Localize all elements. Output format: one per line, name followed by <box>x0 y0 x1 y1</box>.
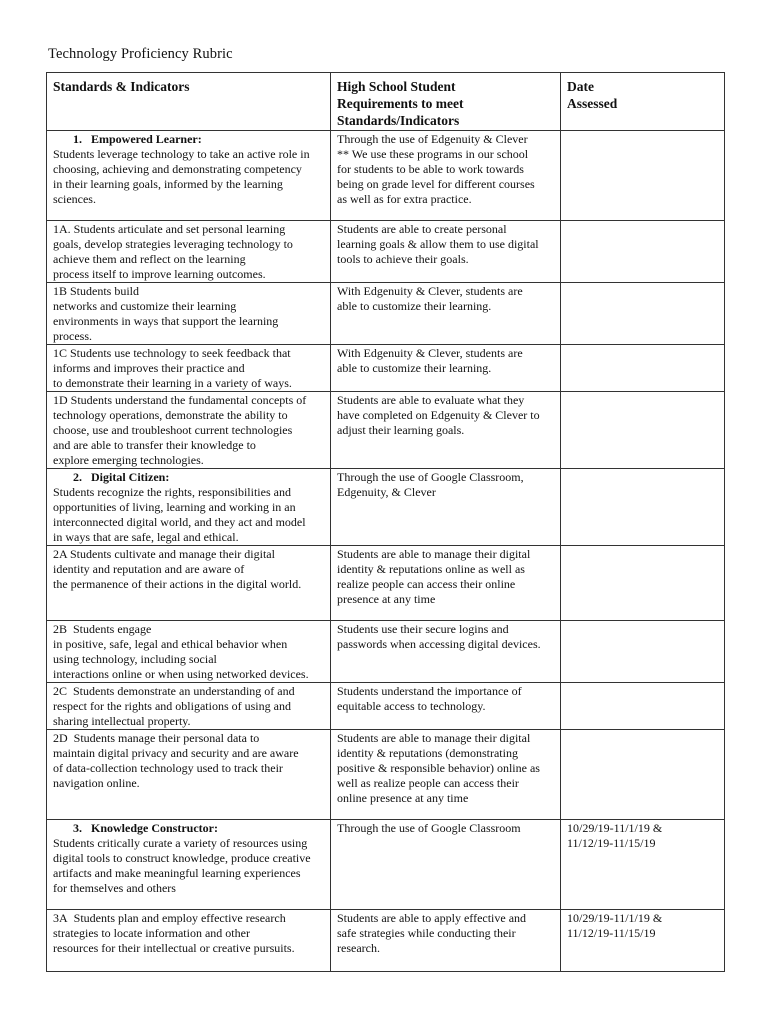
date-text-line: 11/12/19-11/15/19 <box>567 926 656 940</box>
standard-cell <box>47 345 331 392</box>
standard-text-line: using technology, including social <box>53 652 217 666</box>
date-assessed-cell <box>561 131 725 221</box>
standard-text-line: resources for their intellectual or creative pursuits. <box>53 941 295 955</box>
standard-cell <box>47 910 331 972</box>
header-standards-indicators <box>47 73 331 131</box>
standard-text-line: 2D Students manage their personal data to <box>53 731 260 745</box>
requirement-cell <box>331 345 561 392</box>
requirement-text-line: Through the use of Google Classroom <box>337 821 521 835</box>
date-assessed-cell <box>561 683 725 730</box>
standard-text-line: process. <box>53 329 92 343</box>
requirement-text-line: Students are able to evaluate what they <box>337 393 525 407</box>
header-line: High School Student <box>337 79 456 94</box>
standard-text-line: and are able to transfer their knowledge to <box>53 438 256 452</box>
header-student-requirements <box>331 73 561 131</box>
date-assessed-cell <box>561 820 725 910</box>
standard-text-line: 1B Students build <box>53 284 140 298</box>
document-title: Technology Proficiency Rubric <box>48 46 233 62</box>
standard-text-line: sciences. <box>53 192 96 206</box>
standard-text-line: identity and reputation and are aware of <box>53 562 245 576</box>
requirement-cell <box>331 546 561 621</box>
date-assessed-cell <box>561 345 725 392</box>
table-header-row <box>47 73 725 131</box>
requirement-cell <box>331 730 561 820</box>
table-row <box>47 345 725 392</box>
requirement-text-line: for students to be able to work towards <box>337 162 524 176</box>
standard-text-line: of data-collection technology used to track their <box>53 761 283 775</box>
requirement-text-line: presence at any time <box>337 592 436 606</box>
table-row <box>47 283 725 345</box>
standard-text-line: in their learning goals, informed by the learning <box>53 177 283 191</box>
standard-text-line: choosing, achieving and demonstrating competency <box>53 162 302 176</box>
standard-text-line: 1A. Students articulate and set personal learning <box>53 222 286 236</box>
standard-text-line: artifacts and make meaningful learning experiences <box>53 866 301 880</box>
standard-text-line: in positive, safe, legal and ethical behavior when <box>53 637 288 651</box>
requirement-text-line: safe strategies while conducting their <box>337 926 516 940</box>
standard-text-line: 2C Students demonstrate an understanding of and <box>53 684 295 698</box>
date-text-line: 10/29/19-11/1/19 & <box>567 911 663 925</box>
standard-text-line: explore emerging technologies. <box>53 453 204 467</box>
standard-text-line: sharing intellectual property. <box>53 714 191 728</box>
table-row <box>47 392 725 469</box>
requirement-text-line: ** We use these programs in our school <box>337 147 529 161</box>
standard-text-line: informs and improves their practice and <box>53 361 245 375</box>
table-row <box>47 621 725 683</box>
date-assessed-cell <box>561 621 725 683</box>
requirement-text-line: Students are able to manage their digital <box>337 731 531 745</box>
standard-text-line: to demonstrate their learning in a variety of ways. <box>53 376 292 390</box>
requirement-text-line: Through the use of Edgenuity & Clever <box>337 132 528 146</box>
requirement-cell <box>331 221 561 283</box>
requirement-text-line: With Edgenuity & Clever, students are <box>337 284 523 298</box>
requirement-text-line: Students understand the importance of <box>337 684 522 698</box>
requirement-cell <box>331 392 561 469</box>
standard-text-line: environments in ways that support the learning <box>53 314 279 328</box>
standard-text-line: technology operations, demonstrate the ability to <box>53 408 288 422</box>
requirement-cell <box>331 820 561 910</box>
requirement-text-line: Students are able to create personal <box>337 222 507 236</box>
standard-cell <box>47 730 331 820</box>
standard-cell <box>47 469 331 546</box>
standard-text-line: choose, use and troubleshoot current technologies <box>53 423 293 437</box>
standard-text-line: Students recognize the rights, responsibilities and <box>53 485 291 499</box>
standard-text-line: navigation online. <box>53 776 140 790</box>
standard-text-line: goals, develop strategies leveraging technology to <box>53 237 293 251</box>
standard-text-line: interactions online or when using networked devices. <box>53 667 309 681</box>
requirement-cell <box>331 469 561 546</box>
date-assessed-cell <box>561 730 725 820</box>
table-row <box>47 546 725 621</box>
requirement-text-line: tools to achieve their goals. <box>337 252 469 266</box>
standard-heading: 1. Empowered Learner: <box>73 132 202 146</box>
requirement-text-line: learning goals & allow them to use digital <box>337 237 539 251</box>
standard-text-line: Students critically curate a variety of resources using <box>53 836 308 850</box>
date-assessed-cell <box>561 283 725 345</box>
requirement-text-line: realize people can access their online <box>337 577 516 591</box>
standard-text-line: 1C Students use technology to seek feedback that <box>53 346 291 360</box>
standard-text-line: achieve them and reflect on the learning <box>53 252 246 266</box>
date-assessed-cell <box>561 546 725 621</box>
standard-cell <box>47 621 331 683</box>
date-assessed-cell <box>561 221 725 283</box>
requirement-text-line: equitable access to technology. <box>337 699 486 713</box>
standard-text-line: interconnected digital world, and they act and model <box>53 515 306 529</box>
table-row <box>47 131 725 221</box>
standard-cell <box>47 546 331 621</box>
standard-text-line: Students leverage technology to take an active role in <box>53 147 310 161</box>
table-row <box>47 221 725 283</box>
requirement-cell <box>331 910 561 972</box>
table-row <box>47 910 725 972</box>
standard-cell <box>47 820 331 910</box>
standard-cell <box>47 392 331 469</box>
standard-text-line: digital tools to construct knowledge, produce creative <box>53 851 311 865</box>
header-line: Assessed <box>567 96 618 111</box>
standard-text-line: 2B Students engage <box>53 622 152 636</box>
requirement-text-line: passwords when accessing digital devices. <box>337 637 541 651</box>
table-row <box>47 730 725 820</box>
standard-text-line: process itself to improve learning outcomes. <box>53 267 266 281</box>
requirement-text-line: identity & reputations (demonstrating <box>337 746 518 760</box>
requirement-cell <box>331 621 561 683</box>
requirement-text-line: positive & responsible behavior) online as <box>337 761 540 775</box>
standard-text-line: maintain digital privacy and security and are aware <box>53 746 299 760</box>
standard-text-line: opportunities of living, learning and working in an <box>53 500 296 514</box>
header-date-assessed <box>561 73 725 131</box>
requirement-text-line: Students are able to apply effective and <box>337 911 527 925</box>
table-row <box>47 469 725 546</box>
date-text-line: 10/29/19-11/1/19 & <box>567 821 663 835</box>
standard-text-line: networks and customize their learning <box>53 299 237 313</box>
requirement-text-line: able to customize their learning. <box>337 361 492 375</box>
standard-text-line: strategies to locate information and other <box>53 926 250 940</box>
requirement-text-line: research. <box>337 941 380 955</box>
standard-cell <box>47 131 331 221</box>
standard-heading: 2. Digital Citizen: <box>73 470 170 484</box>
requirement-text-line: being on grade level for different courses <box>337 177 535 191</box>
requirement-cell <box>331 283 561 345</box>
requirement-cell <box>331 683 561 730</box>
standard-cell <box>47 283 331 345</box>
standard-cell <box>47 221 331 283</box>
standard-text-line: 1D Students understand the fundamental concepts of <box>53 393 307 407</box>
standard-text-line: 2A Students cultivate and manage their digital <box>53 547 275 561</box>
requirement-text-line: adjust their learning goals. <box>337 423 465 437</box>
requirement-text-line: well as realize people can access their <box>337 776 519 790</box>
standard-text-line: for themselves and others <box>53 881 176 895</box>
date-assessed-cell <box>561 469 725 546</box>
standard-text-line: 3A Students plan and employ effective research <box>53 911 286 925</box>
header-line: Requirements to meet <box>337 96 464 111</box>
standard-heading: 3. Knowledge Constructor: <box>73 821 218 835</box>
standard-text-line: respect for the rights and obligations of using and <box>53 699 291 713</box>
requirement-text-line: online presence at any time <box>337 791 469 805</box>
standard-text-line: the permanence of their actions in the digital world. <box>53 577 302 591</box>
header-line: Date <box>567 79 594 94</box>
requirement-cell <box>331 131 561 221</box>
table-row <box>47 683 725 730</box>
requirement-text-line: able to customize their learning. <box>337 299 492 313</box>
date-assessed-cell <box>561 910 725 972</box>
requirement-text-line: Students use their secure logins and <box>337 622 509 636</box>
rubric-table <box>46 72 725 972</box>
header-line: Standards/Indicators <box>337 113 460 128</box>
requirement-text-line: Students are able to manage their digital <box>337 547 531 561</box>
date-assessed-cell <box>561 392 725 469</box>
standard-text-line: in ways that are safe, legal and ethical. <box>53 530 239 544</box>
requirement-text-line: have completed on Edgenuity & Clever to <box>337 408 540 422</box>
date-text-line: 11/12/19-11/15/19 <box>567 836 656 850</box>
standard-cell <box>47 683 331 730</box>
requirement-text-line: as well as for extra practice. <box>337 192 472 206</box>
requirement-text-line: identity & reputations online as well as <box>337 562 525 576</box>
header-line: Standards & Indicators <box>53 79 190 94</box>
table-row <box>47 820 725 910</box>
requirement-text-line: Through the use of Google Classroom, <box>337 470 524 484</box>
requirement-text-line: With Edgenuity & Clever, students are <box>337 346 523 360</box>
requirement-text-line: Edgenuity, & Clever <box>337 485 436 499</box>
